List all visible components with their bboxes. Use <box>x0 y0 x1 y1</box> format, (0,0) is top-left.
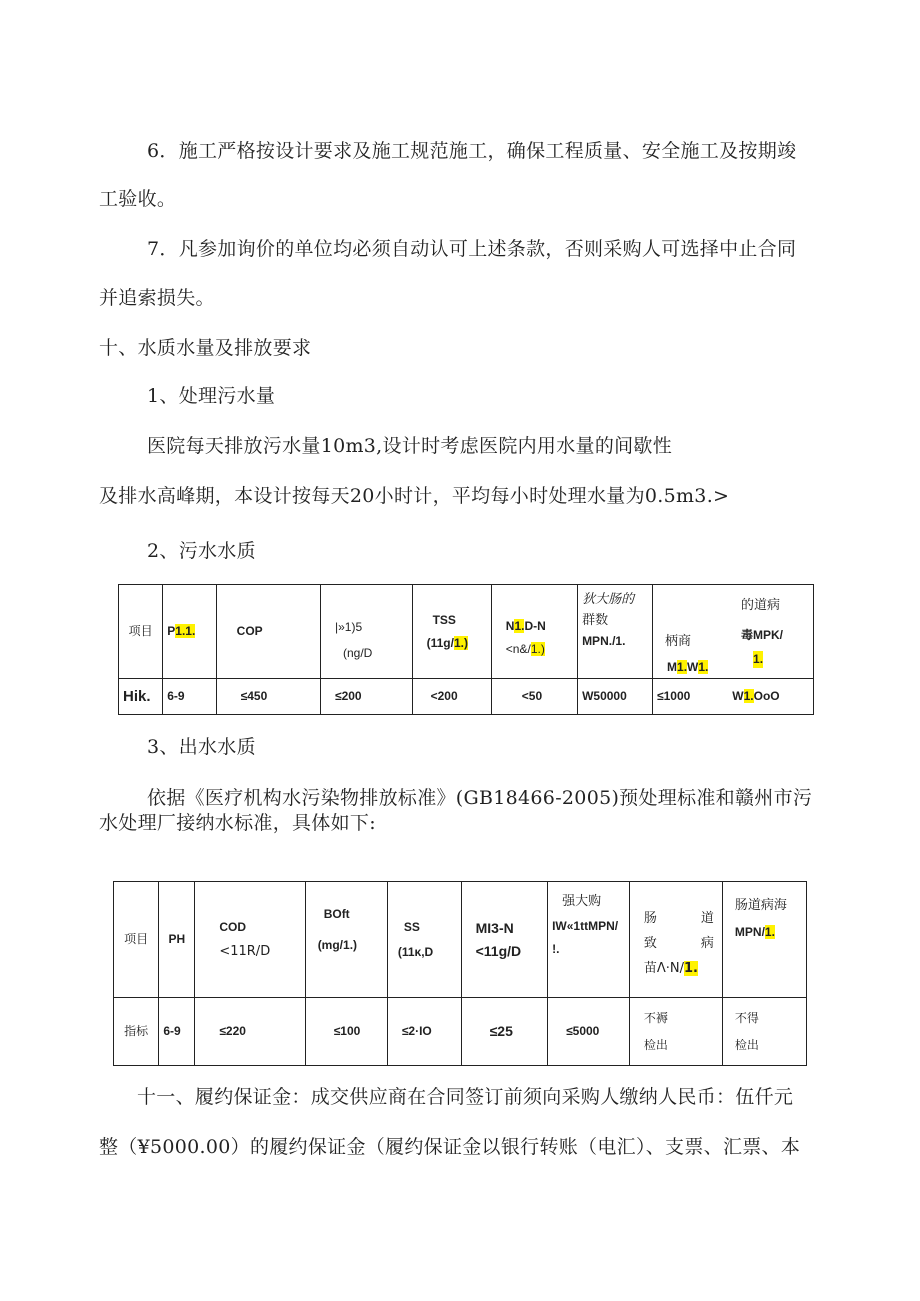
sub3-line1: 依据《医疗机构水污染物排放标准》(GB18466-2005)预处理标准和赣州市污 <box>147 787 813 809</box>
value-cell-tss: <200 <box>412 679 491 715</box>
value-cell-coliform: ≤5000 <box>548 998 630 1066</box>
row-label: Hik. <box>119 679 163 715</box>
table-row <box>114 998 807 1066</box>
value-cell-virus: 不得 检出 <box>722 998 806 1066</box>
section11-line1: 十一、履约保证金：成交供应商在合同签订前须向采购人缴纳人民币：伍仟元 <box>137 1086 794 1108</box>
row-label: 指标 <box>114 998 159 1066</box>
item6-line2: 工验收。 <box>99 188 177 210</box>
value-cell-nh3n: <50 <box>491 679 577 715</box>
header-cell-coliform: 强大购 IW«1ttMPN/ !. <box>548 882 630 998</box>
value-cell-nh3n: ≤25 <box>461 998 547 1066</box>
influent-quality-table <box>118 584 814 715</box>
value-cell-coliform: W50000 <box>578 679 653 715</box>
effluent-quality-table <box>113 881 807 1066</box>
item7-line2: 并追索损失。 <box>99 287 215 309</box>
value-cell-ph: 6-9 <box>159 998 195 1066</box>
header-cell-bod: |»1)5 (ng/D <box>320 585 412 679</box>
header-cell-cop: COP <box>216 585 320 679</box>
sub1-line2: 及排水高峰期，本设计按每天20小时计，平均每小时处理水量为0.5m3.> <box>99 485 730 507</box>
item7-line1: 7．凡参加询价的单位均必须自动认可上述条款，否则采购人可选择中止合同 <box>147 238 797 260</box>
header-cell-cod: COD <11R/D <box>195 882 305 998</box>
value-cell-cop: ≤450 <box>216 679 320 715</box>
sub2-heading: 2、污水水质 <box>147 540 256 562</box>
value-cell-cod: ≤220 <box>195 998 305 1066</box>
section11-line2: 整（¥5000.00）的履约保证金（履约保证金以银行转账（电汇）、支票、汇票、本 <box>99 1136 801 1158</box>
header-cell-item: 项目 <box>119 585 163 679</box>
value-cell-ph: 6-9 <box>163 679 216 715</box>
header-cell-tss: TSS (11g/1.) <box>412 585 491 679</box>
table-row <box>119 679 814 715</box>
value-cell-pathogen: ≤1000 W1.OoO <box>653 679 814 715</box>
sub1-heading: 1、处理污水量 <box>147 385 276 407</box>
value-cell-bod: ≤100 <box>305 998 387 1066</box>
item6-line1: 6．施工严格按设计要求及施工规范施工，确保工程质量、安全施工及按期竣 <box>147 140 797 162</box>
header-cell-ph: P1.1. <box>163 585 216 679</box>
header-cell-bod: BOft (mg/1.) <box>305 882 387 998</box>
value-cell-bod: ≤200 <box>320 679 412 715</box>
header-cell-coliform: 狄大肠的 群数 MPN./1. <box>578 585 653 679</box>
sub3-line2: 水处理厂接纳水标准，具体如下: <box>99 812 376 834</box>
header-cell-pathogen: 的道病 柄商 M1.W1. 毒MPK/ 1. <box>653 585 814 679</box>
header-cell-nh3n: N1.D-N <n&/1.) <box>491 585 577 679</box>
sub3-heading: 3、出水水质 <box>147 736 256 758</box>
header-cell-virus: 肠道病海 MPN/1. <box>722 882 806 998</box>
header-cell-ph: PH <box>159 882 195 998</box>
section10-heading: 十、水质水量及排放要求 <box>99 337 312 359</box>
value-cell-pathogen: 不褥 检出 <box>629 998 722 1066</box>
sub1-line1: 医院每天排放污水量10m3,设计时考虑医院内用水量的间歇性 <box>147 435 673 457</box>
header-cell-nh3n: MI3-N <11g/D <box>461 882 547 998</box>
table-row <box>119 585 814 679</box>
value-cell-ss: ≤2·IO <box>387 998 461 1066</box>
header-cell-ss: SS (11κ,D <box>387 882 461 998</box>
header-cell-pathogen: 肠 道 致 病 苗Λ·N/1. <box>629 882 722 998</box>
table-row <box>114 882 807 998</box>
header-cell-item: 项目 <box>114 882 159 998</box>
